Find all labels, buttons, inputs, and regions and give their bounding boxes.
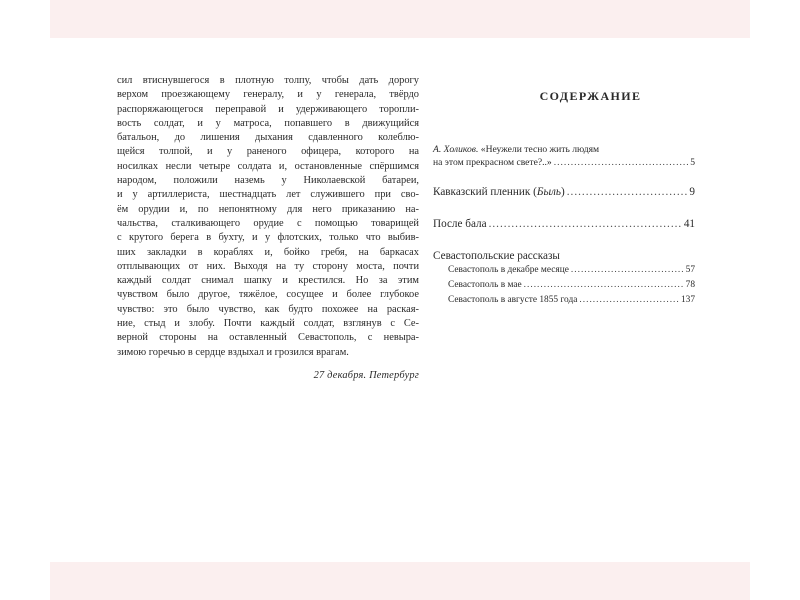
toc-page-number: 5 <box>690 157 695 168</box>
toc-leader-dots <box>579 293 679 308</box>
toc-entry-title: «Неужели тесно жить людям <box>480 144 600 155</box>
book-spread <box>50 38 750 562</box>
text-line: отплывающих от них. Выходя на ту сторону моста, почти <box>117 260 419 272</box>
toc-entry-title: на этом прекрасном свете?..» <box>433 157 552 168</box>
toc-title: СОДЕРЖАНИЕ <box>539 89 642 103</box>
text-line: батальон, до лишения дыхания сдавленного колеблю- <box>117 132 419 144</box>
toc-page-number: 57 <box>685 265 695 275</box>
toc-page-number: 41 <box>683 218 695 230</box>
text-line: ём орудии и, по непонятному для него приказанию на- <box>117 203 419 215</box>
text-line: народом, положили наземь у Николаевской батареи, <box>117 175 419 187</box>
text-line: чувство: это было чувство, как будто похожее на раская- <box>117 303 419 315</box>
toc-leader-dots <box>571 263 684 278</box>
toc-leader-dots <box>524 278 684 293</box>
text-line: ние, стыд и злобу. Почти каждый солдат, взглянув с Се- <box>117 318 419 330</box>
toc-entry-sevastopol-august[interactable] <box>433 293 695 308</box>
toc-entry-author: А. Холиков. <box>433 144 479 155</box>
text-line: с крутого берега в бухту, и у флотских, только что выбив- <box>117 232 419 244</box>
toc-entry-subtitle: Быль <box>536 186 561 198</box>
bottom-page-band <box>50 562 750 600</box>
date-place-signature: 27 декабря. Петербург <box>313 369 419 381</box>
text-line: носилках несли четыре солдата и, остановленные спёршимся <box>117 160 419 172</box>
top-page-band <box>50 0 750 38</box>
toc-page-number: 137 <box>680 295 695 305</box>
text-line: вость солдат, и у матроса, попавшего в движущийся <box>117 117 419 129</box>
text-line: распоряжающегося переправой и удерживающего торопли- <box>117 103 419 115</box>
toc-entry-sevastopol-december[interactable] <box>433 263 695 278</box>
toc-leader-dots <box>489 217 682 231</box>
text-line: и у артиллериста, шестнадцать лет служившего при сво- <box>117 189 419 201</box>
toc-group-title: Севастопольские рассказы <box>433 250 560 262</box>
toc-entry-title: Севастополь в декабре месяце <box>448 265 569 275</box>
toc-entry-intro[interactable] <box>433 143 695 169</box>
left-page <box>117 74 419 381</box>
toc-leader-dots <box>567 185 688 199</box>
toc-entry-kavkaz[interactable] <box>433 185 695 199</box>
text-line: ших закладки в кораблях и, бойко гребя, на баркасах <box>117 246 419 258</box>
text-line: чувством было другое, тяжёлое, сосущее и более глубокое <box>117 289 419 301</box>
toc-entry-title: После бала <box>433 218 487 230</box>
toc-entry-title: Севастополь в августе 1855 года <box>448 295 578 305</box>
toc-entry-title: Кавказский пленник ( <box>433 186 537 198</box>
right-page <box>433 76 748 305</box>
text-line: зимою горечью в сердце вздыхал и грозился врагам. <box>117 346 349 358</box>
text-line: чальства, сталкивающего орудие с помощью товарищей <box>117 217 419 229</box>
toc-entry-paren: ) <box>561 186 565 198</box>
text-line: каждый солдат снимал шапку и крестился. Но за этим <box>117 275 419 287</box>
text-line: щейся толпой, и у раненого офицера, которого на <box>117 146 419 158</box>
text-paragraph <box>117 74 419 360</box>
toc-entry-posle-bala[interactable] <box>433 217 695 231</box>
toc-page-number: 78 <box>685 280 695 290</box>
text-line: сил втиснувшегося в плотную толпу, чтобы дать дорогу <box>117 75 419 86</box>
toc-group-sevastopol <box>433 249 695 308</box>
text-line: верхом проезжающему генералу, и у генерала, твёрдо <box>117 89 419 101</box>
toc-entry-sevastopol-may[interactable] <box>433 278 695 293</box>
text-line: верной стороны на оставленный Севастополь, с невыра- <box>117 332 419 344</box>
toc-leader-dots <box>554 156 688 169</box>
toc-entry-title: Севастополь в мае <box>448 280 522 290</box>
toc-page-number: 9 <box>689 186 695 198</box>
